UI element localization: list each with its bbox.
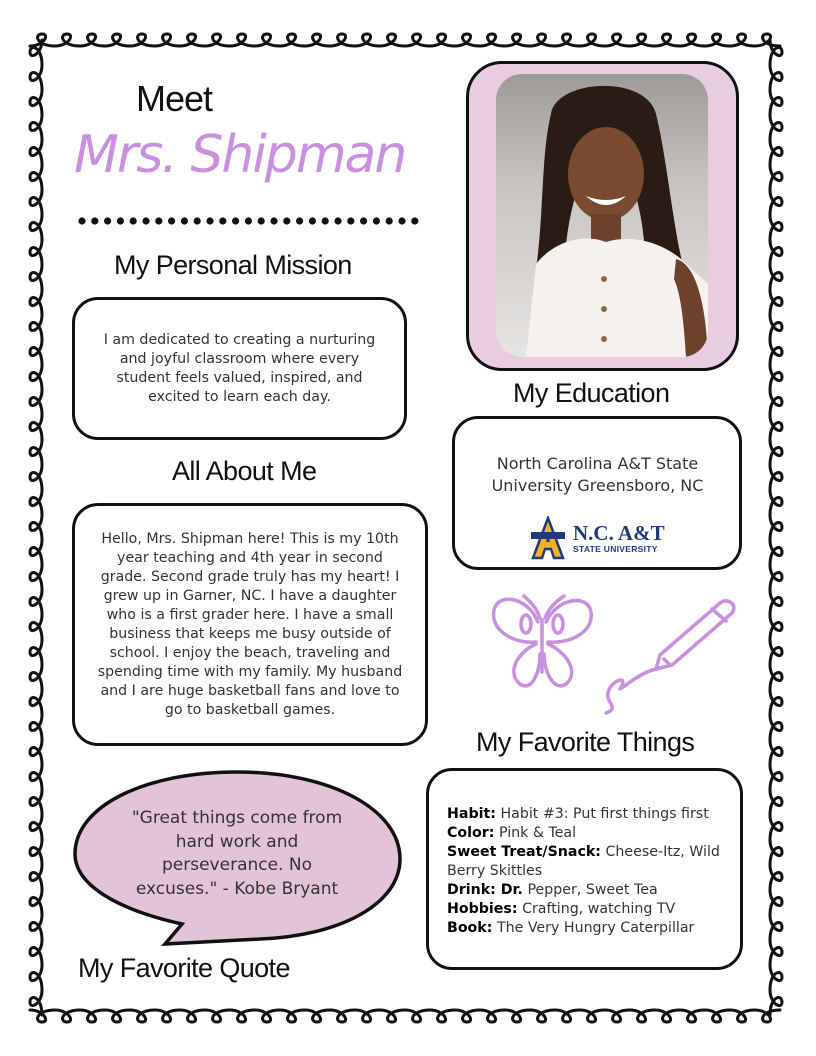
divider-dot bbox=[386, 217, 393, 224]
education-box bbox=[452, 416, 742, 570]
teacher-photo bbox=[496, 74, 708, 357]
education-school: North Carolina A&T State University Greensboro, NC bbox=[491, 454, 704, 495]
about-text: Hello, Mrs. Shipman here! This is my 10th year teaching and 4th year in second grade. Second grade truly has my heart! I grew up in Garner, NC. I have a daughter who is a first grader here. I have a small business that keeps me busy outside of school. I enjoy the beach, traveling and spending time with my family. My husband and I are huge basketball fans and love to go to basketball games. bbox=[97, 530, 403, 718]
favorite-value: Cheese-Itz, Wild Berry Skittles bbox=[447, 844, 720, 879]
divider-dot bbox=[245, 217, 252, 224]
favorite-value: The Very Hungry Caterpillar bbox=[496, 920, 695, 936]
divider-dot bbox=[91, 217, 98, 224]
favorite-label: Habit: bbox=[447, 806, 496, 822]
butterfly-icon bbox=[488, 592, 598, 697]
divider-dot bbox=[334, 217, 341, 224]
mission-text: I am dedicated to creating a nurturing and joyful classroom where every student feels valued, inspired, and excited to learn each day. bbox=[103, 331, 376, 405]
favorite-snack bbox=[447, 843, 732, 881]
favorite-label: Drink: Dr. bbox=[447, 882, 523, 898]
favorite-label: Sweet Treat/Snack: bbox=[447, 844, 601, 860]
loop-border-segment bbox=[30, 40, 42, 1015]
divider-dot bbox=[78, 217, 85, 224]
divider-dot bbox=[219, 217, 226, 224]
divider-dot bbox=[411, 217, 418, 224]
pencil-icon bbox=[600, 593, 740, 718]
favorite-label: Book: bbox=[447, 920, 493, 936]
divider-dot bbox=[117, 217, 124, 224]
divider-dot bbox=[206, 217, 213, 224]
divider-dot bbox=[283, 217, 290, 224]
divider-dot bbox=[142, 217, 149, 224]
divider-dot bbox=[232, 217, 239, 224]
favorite-value: Crafting, watching TV bbox=[522, 901, 676, 917]
divider-dot bbox=[373, 217, 380, 224]
divider-dot bbox=[168, 217, 175, 224]
favorite-value: Pepper, Sweet Tea bbox=[527, 882, 658, 898]
favorite-habit bbox=[447, 805, 732, 824]
favorite-color bbox=[447, 824, 732, 843]
dotted-divider bbox=[76, 214, 426, 228]
divider-dot bbox=[309, 217, 316, 224]
favorite-value: Pink & Teal bbox=[498, 825, 577, 841]
divider-dot bbox=[270, 217, 277, 224]
divider-dot bbox=[322, 217, 329, 224]
favorites-box bbox=[426, 768, 743, 970]
favorite-value: Habit #3: Put first things first bbox=[500, 806, 709, 822]
university-logo bbox=[529, 515, 673, 561]
mission-box bbox=[72, 297, 407, 440]
favorites-list bbox=[447, 805, 732, 938]
logo-subtitle: STATE UNIVERSITY bbox=[573, 544, 658, 554]
photo-frame bbox=[466, 61, 739, 371]
divider-dot bbox=[104, 217, 111, 224]
loop-border-segment bbox=[30, 34, 780, 46]
loop-border-segment bbox=[30, 1010, 780, 1022]
aggie-a-icon bbox=[529, 516, 567, 560]
loop-border-segment bbox=[770, 40, 782, 1015]
favorite-label: Color: bbox=[447, 825, 495, 841]
teacher-name: Mrs. Shipman bbox=[74, 125, 406, 185]
quote-text: "Great things come from hard work and perseverance. No excuses." - Kobe Bryant bbox=[131, 808, 343, 899]
divider-dot bbox=[296, 217, 303, 224]
favorite-drink bbox=[447, 881, 732, 900]
divider-dot bbox=[155, 217, 162, 224]
divider-dot bbox=[360, 217, 367, 224]
favorites-heading: My Favorite Things bbox=[476, 727, 695, 757]
education-heading: My Education bbox=[513, 378, 670, 408]
logo-name: N.C. A&T bbox=[573, 521, 665, 545]
meet-label: Meet bbox=[136, 78, 213, 119]
divider-dot bbox=[398, 217, 405, 224]
about-box bbox=[72, 503, 428, 746]
divider-dot bbox=[347, 217, 354, 224]
favorite-book bbox=[447, 919, 732, 938]
about-heading: All About Me bbox=[172, 456, 317, 486]
divider-dot bbox=[181, 217, 188, 224]
divider-dot bbox=[130, 217, 137, 224]
divider-dot bbox=[258, 217, 265, 224]
divider-dot bbox=[194, 217, 201, 224]
favorite-label: Hobbies: bbox=[447, 901, 518, 917]
favorite-hobbies bbox=[447, 900, 732, 919]
quote-heading: My Favorite Quote bbox=[78, 953, 290, 983]
mission-heading: My Personal Mission bbox=[114, 250, 352, 280]
